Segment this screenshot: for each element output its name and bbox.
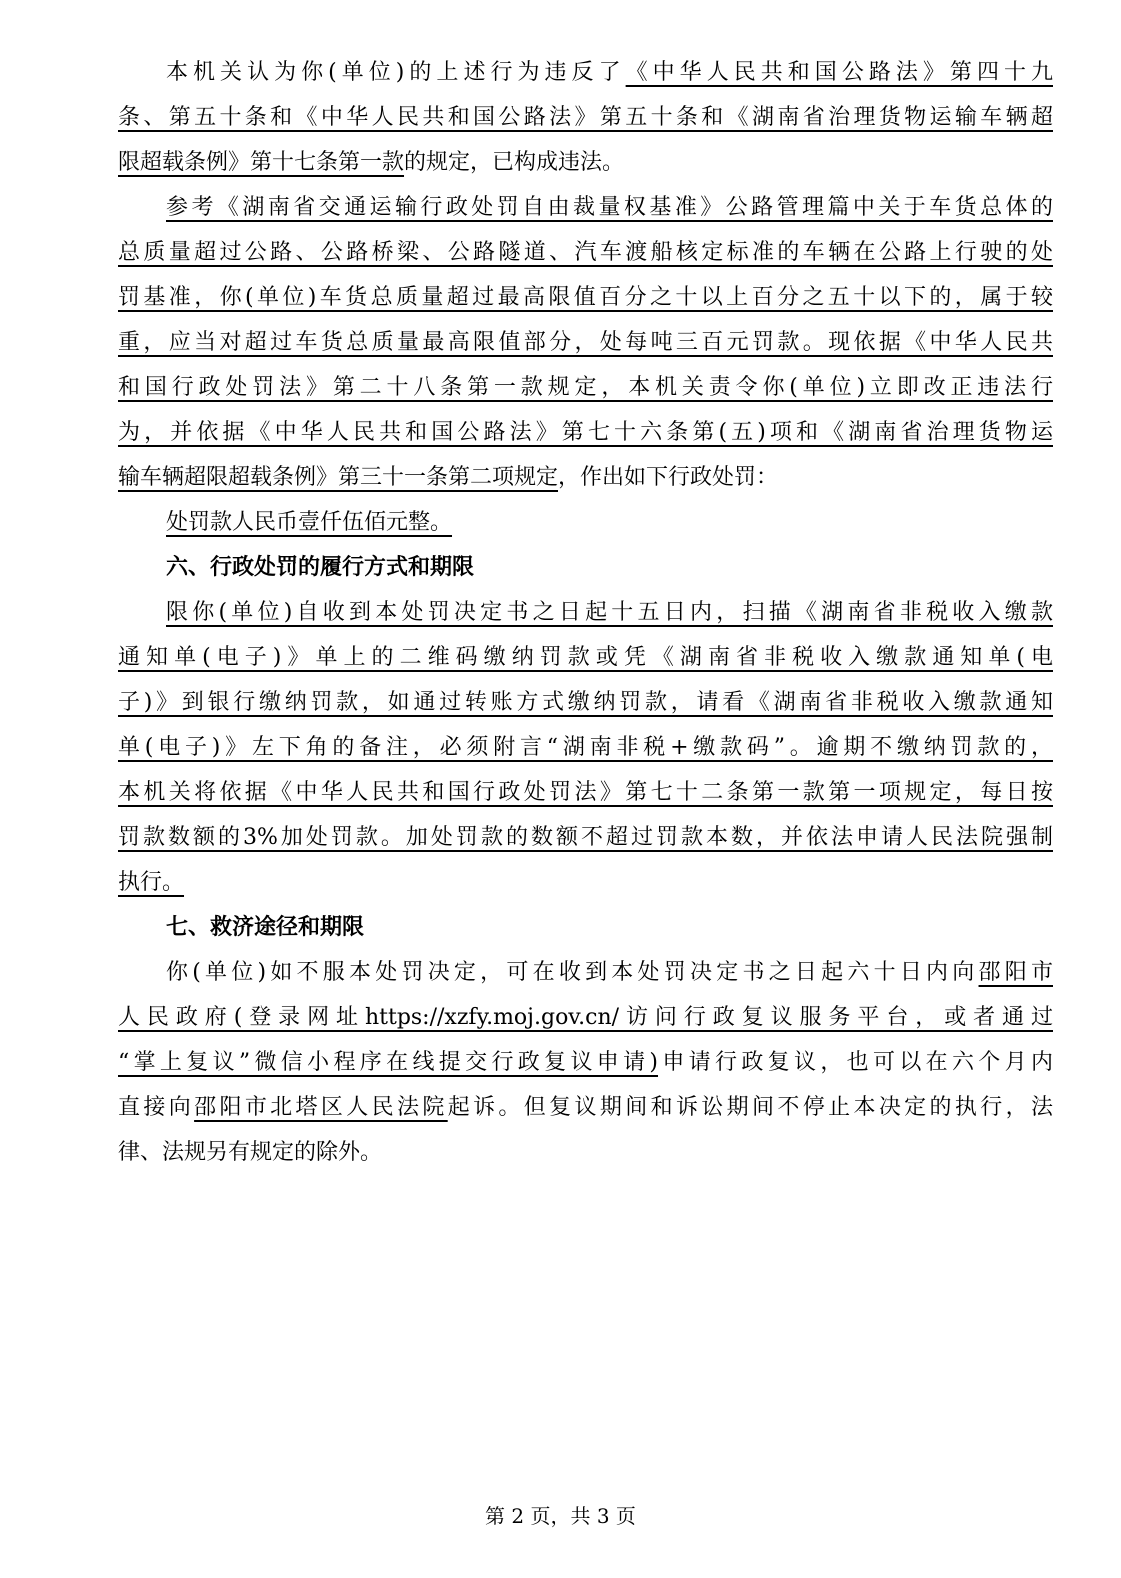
underlined-text: 子)》到银行缴纳罚款，如通过转账方式缴纳罚款，请看《湖南省非税收入缴款通知 xyxy=(118,690,1053,715)
text-line xyxy=(118,320,1053,365)
text-line xyxy=(118,860,1053,905)
underlined-text: 参考《湖南省交通运输行政处罚自由裁量权基准》公路管理篇中关于车货总体的 xyxy=(166,195,1053,220)
underlined-text: 限超载条例》第十七条第一款 xyxy=(118,150,405,175)
text-line xyxy=(118,500,1053,545)
text-line xyxy=(118,95,1053,140)
plain-text: 起诉。但复议期间和诉讼期间不停止本决定的执行，法 xyxy=(447,1095,1053,1120)
underlined-text: 单(电子)》左下角的备注，必须附言“湖南非税+缴款码”。逾期不缴纳罚款的， xyxy=(118,735,1053,760)
text-line xyxy=(118,770,1053,815)
plain-text: 直接向 xyxy=(118,1095,195,1120)
underlined-text: 通知单(电子)》单上的二维码缴纳罚款或凭《湖南省非税收入缴款通知单(电 xyxy=(118,645,1053,670)
underlined-text: 输车辆超限超载条例》第三十一条第二项规定 xyxy=(118,465,559,490)
text-line xyxy=(118,230,1053,275)
underlined-text: 执行。 xyxy=(118,870,185,895)
text-line xyxy=(118,1040,1053,1085)
underlined-text: 邵阳市 xyxy=(978,960,1053,985)
underlined-text: 处罚款人民币壹仟伍佰元整。 xyxy=(166,510,453,535)
plain-text: 七、救济途径和期限 xyxy=(166,914,365,940)
underlined-text: 罚基准，你(单位)车货总质量超过最高限值百分之十以上百分之五十以下的，属于较 xyxy=(118,285,1053,310)
text-line xyxy=(118,275,1053,320)
underlined-text: 本机关将依据《中华人民共和国行政处罚法》第七十二条第一款第一项规定，每日按 xyxy=(118,780,1053,805)
plain-text: 六、行政处罚的履行方式和期限 xyxy=(166,554,475,580)
section-heading xyxy=(118,905,1053,950)
text-line xyxy=(118,185,1053,230)
plain-text: 的规定，已构成违法。 xyxy=(404,150,625,175)
text-line xyxy=(118,680,1053,725)
underlined-text: 重，应当对超过车货总质量最高限值部分，处每吨三百元罚款。现依据《中华人民共 xyxy=(118,330,1053,355)
underlined-text: 限你(单位)自收到本处罚决定书之日起十五日内，扫描《湖南省非税收入缴款 xyxy=(166,600,1053,625)
plain-text: 本机关认为你(单位)的上述行为违反了 xyxy=(166,60,626,85)
underlined-text: 和国行政处罚法》第二十八条第一款规定，本机关责令你(单位)立即改正违法行 xyxy=(118,375,1053,400)
page-footer: 第 2 页，共 3 页 xyxy=(485,1504,636,1528)
underlined-text: 人民政府(登录网址https://xzfy.moj.gov.cn/访问行政复议服务平台，或者通过 xyxy=(118,1005,1053,1030)
text-line xyxy=(118,995,1053,1040)
underlined-text: 条、第五十条和《中华人民共和国公路法》第五十条和《湖南省治理货物运输车辆超 xyxy=(118,105,1053,130)
text-line xyxy=(118,815,1053,860)
plain-text: 申请行政复议，也可以在六个月内 xyxy=(658,1050,1053,1075)
underlined-text: 《中华人民共和国公路法》第四十九 xyxy=(625,60,1053,85)
underlined-text: 邵阳市北塔区人民法院 xyxy=(194,1095,448,1120)
text-line xyxy=(118,365,1053,410)
underlined-text: 总质量超过公路、公路桥梁、公路隧道、汽车渡船核定标准的车辆在公路上行驶的处 xyxy=(118,240,1053,265)
text-line xyxy=(118,455,1053,500)
section-heading xyxy=(118,545,1053,590)
text-line xyxy=(118,1085,1053,1130)
document-body xyxy=(118,50,1053,1175)
text-line xyxy=(118,590,1053,635)
text-line xyxy=(118,1130,1053,1175)
text-line xyxy=(118,725,1053,770)
underlined-text: 为，并依据《中华人民共和国公路法》第七十六条第(五)项和《湖南省治理货物运 xyxy=(118,420,1053,445)
text-line xyxy=(118,635,1053,680)
plain-text: 律、法规另有规定的除外。 xyxy=(118,1140,383,1165)
text-line xyxy=(118,140,1053,185)
text-line xyxy=(118,50,1053,95)
underlined-text: 罚款数额的3%加处罚款。加处罚款的数额不超过罚款本数，并依法申请人民法院强制 xyxy=(118,825,1053,850)
underlined-text: “掌上复议”微信小程序在线提交行政复议申请) xyxy=(118,1050,659,1075)
plain-text: ，作出如下行政处罚： xyxy=(558,465,779,490)
text-line xyxy=(118,950,1053,995)
plain-text: 你(单位)如不服本处罚决定，可在收到本处罚决定书之日起六十日内向 xyxy=(166,960,979,985)
text-line xyxy=(118,410,1053,455)
